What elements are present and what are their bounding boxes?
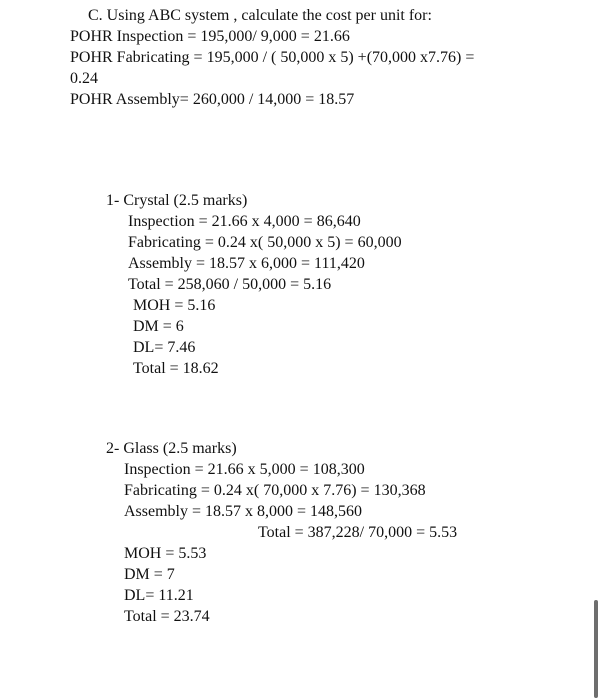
glass-dm: DM = 7 bbox=[124, 566, 175, 583]
glass-dl: DL= 11.21 bbox=[124, 587, 194, 604]
vertical-scrollbar[interactable] bbox=[594, 600, 598, 698]
glass-total-moh: Total = 387,228/ 70,000 = 5.53 bbox=[258, 524, 458, 541]
pohr-fabricating-line: POHR Fabricating = 195,000 / ( 50,000 x 5) +(70,000 x7.76) = bbox=[70, 49, 475, 66]
crystal-assembly: Assembly = 18.57 x 6,000 = 111,420 bbox=[128, 255, 365, 272]
glass-fabricating: Fabricating = 0.24 x( 70,000 x 7.76) = 130,368 bbox=[124, 482, 426, 499]
glass-title: 2- Glass (2.5 marks) bbox=[106, 440, 237, 457]
glass-assembly: Assembly = 18.57 x 8,000 = 148,560 bbox=[124, 503, 363, 520]
crystal-inspection: Inspection = 21.66 x 4,000 = 86,640 bbox=[128, 213, 361, 230]
crystal-dl: DL= 7.46 bbox=[133, 339, 196, 356]
pohr-inspection-line: POHR Inspection = 195,000/ 9,000 = 21.66 bbox=[70, 28, 350, 45]
crystal-total: Total = 18.62 bbox=[133, 360, 219, 377]
crystal-title: 1- Crystal (2.5 marks) bbox=[106, 192, 248, 209]
glass-inspection: Inspection = 21.66 x 5,000 = 108,300 bbox=[124, 461, 365, 478]
glass-total: Total = 23.74 bbox=[124, 608, 210, 625]
crystal-fabricating: Fabricating = 0.24 x( 50,000 x 5) = 60,000 bbox=[128, 234, 402, 251]
pohr-fabricating-result: 0.24 bbox=[70, 70, 98, 87]
crystal-moh: MOH = 5.16 bbox=[133, 297, 216, 314]
crystal-total-moh: Total = 258,060 / 50,000 = 5.16 bbox=[128, 276, 332, 293]
question-heading: C. Using ABC system , calculate the cost per unit for: bbox=[88, 7, 432, 24]
crystal-dm: DM = 6 bbox=[133, 318, 184, 335]
pohr-assembly-line: POHR Assembly= 260,000 / 14,000 = 18.57 bbox=[70, 91, 355, 108]
glass-moh: MOH = 5.53 bbox=[124, 545, 207, 562]
